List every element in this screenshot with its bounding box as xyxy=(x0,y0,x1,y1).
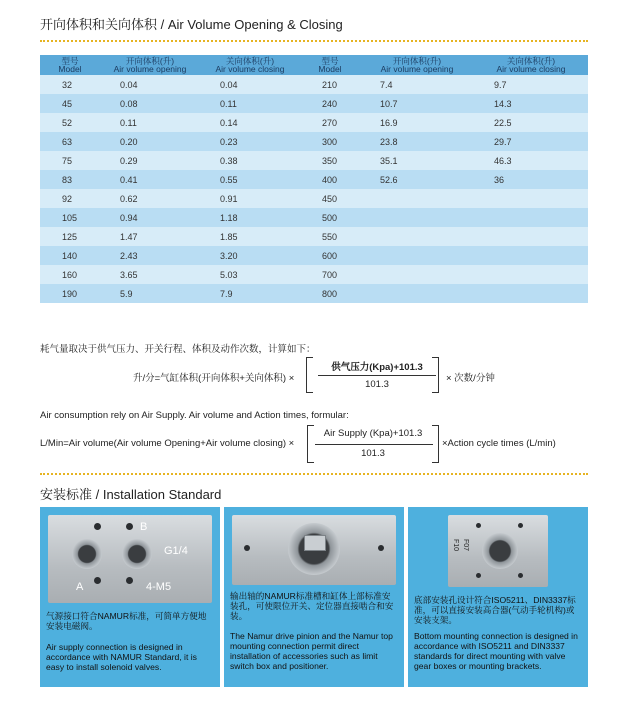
bolt-hole-icon xyxy=(518,523,523,528)
table-cell: 190 xyxy=(40,284,100,303)
table-cell: 125 xyxy=(40,227,100,246)
card-2-text-cn: 输出轴的NAMUR标准槽和缸体上部标准安装孔，可使限位开关、定位器直接啮合和安装。 xyxy=(230,591,394,621)
table-cell: 600 xyxy=(300,246,360,265)
card-1-text-cn: 气源接口符合NAMUR标准，可简单方便地安装电磁阀。 xyxy=(46,611,207,631)
bolt-hole-icon xyxy=(94,523,101,530)
header-close: 关向体积(升) Air volume closing xyxy=(200,55,300,75)
card-air-supply xyxy=(40,507,220,687)
flange-label-f07: F07 xyxy=(462,539,469,552)
table-cell: 350 xyxy=(300,151,360,170)
table-cell xyxy=(474,246,588,265)
formula-en-numerator: Air Supply (Kpa)+101.3 xyxy=(323,428,423,439)
formula-cn-intro: 耗气量取决于供气压力、开关行程、体积及动作次数，计算如下： xyxy=(40,344,316,355)
table-cell: 270 xyxy=(300,113,360,132)
table-cell: 500 xyxy=(300,208,360,227)
table-row xyxy=(40,284,588,303)
table-cell: 7.4 xyxy=(360,75,474,94)
star-drive-icon xyxy=(482,533,518,569)
table-cell: 0.91 xyxy=(200,189,300,208)
card-3-text-en: Bottom mounting connection is designed in accordance with ISO5211 and DIN3337 standards for direct mounting with valve gear boxes or mounting brackets. xyxy=(414,631,578,671)
table-cell: 75 xyxy=(40,151,100,170)
table-cell: 16.9 xyxy=(360,113,474,132)
table-row xyxy=(40,265,588,284)
table-cell: 5.9 xyxy=(100,284,200,303)
table-cell xyxy=(474,189,588,208)
table-cell: 45 xyxy=(40,94,100,113)
header-model-2: 型号 Model xyxy=(300,55,360,75)
bottom-mount-photo xyxy=(448,515,548,587)
table-cell: 9.7 xyxy=(474,75,588,94)
table-cell: 0.14 xyxy=(200,113,300,132)
table-cell: 0.04 xyxy=(100,75,200,94)
table-cell: 5.03 xyxy=(200,265,300,284)
header-open-2: 开向体积(升) Air volume opening xyxy=(360,55,474,75)
table-cell: 0.11 xyxy=(200,94,300,113)
table-cell xyxy=(474,227,588,246)
table-cell: 210 xyxy=(300,75,360,94)
formula-cn-bracket-right xyxy=(432,357,439,393)
card-1-text-en: Air supply connection is designed in accordance with NAMUR Standard, it is easy to install solenoid valves. xyxy=(46,642,197,672)
table-cell: 0.08 xyxy=(100,94,200,113)
table-cell: 7.9 xyxy=(200,284,300,303)
formula-cn-denominator: 101.3 xyxy=(365,379,389,390)
table-cell: 1.47 xyxy=(100,227,200,246)
table-cell: 400 xyxy=(300,170,360,189)
table-cell: 160 xyxy=(40,265,100,284)
formula-cn-numerator: 供气压力(Kpa)+101.3 xyxy=(331,362,423,373)
header-close-2: 关向体积(升) Air volume closing xyxy=(474,55,588,75)
table-header-row xyxy=(40,55,588,75)
table-cell: 0.04 xyxy=(200,75,300,94)
table-cell: 550 xyxy=(300,227,360,246)
table-cell: 3.65 xyxy=(100,265,200,284)
table-cell xyxy=(360,208,474,227)
card-bottom-mounting xyxy=(408,507,588,687)
table-cell: 14.3 xyxy=(474,94,588,113)
table-cell: 36 xyxy=(474,170,588,189)
table-cell: 0.11 xyxy=(100,113,200,132)
table-row xyxy=(40,170,588,189)
formula-en-bracket-right xyxy=(432,425,439,463)
bolt-hole-icon xyxy=(94,577,101,584)
table-cell: 1.18 xyxy=(200,208,300,227)
table-cell: 83 xyxy=(40,170,100,189)
formula-cn-lhs: 升/分=气缸体积(开向体积+关向体积) × xyxy=(133,373,295,384)
port-label-4m5: 4-M5 xyxy=(146,581,172,593)
card-namur-pinion xyxy=(224,507,404,687)
namur-port-photo xyxy=(48,515,212,603)
table-row xyxy=(40,75,588,94)
formula-en-fraction-line xyxy=(315,444,433,445)
formula-en-lhs: L/Min=Air volume(Air volume Opening+Air volume closing) × xyxy=(40,438,295,449)
table-row xyxy=(40,189,588,208)
formula-cn-fraction-line xyxy=(318,375,436,376)
table-cell: 2.43 xyxy=(100,246,200,265)
table-cell: 240 xyxy=(300,94,360,113)
bolt-hole-icon xyxy=(126,577,133,584)
section-title-installation: 安装标准 / Installation Standard xyxy=(40,487,222,502)
table-cell xyxy=(360,189,474,208)
formula-en-intro: Air consumption rely on Air Supply. Air volume and Action times, formular: xyxy=(40,410,349,421)
table-cell: 800 xyxy=(300,284,360,303)
formula-cn-rhs: × 次数/分钟 xyxy=(446,373,495,384)
table-cell: 105 xyxy=(40,208,100,227)
dotted-divider-2 xyxy=(40,473,588,475)
table-cell: 52.6 xyxy=(360,170,474,189)
table-cell: 140 xyxy=(40,246,100,265)
port-b-icon xyxy=(122,539,152,569)
bolt-hole-icon xyxy=(244,545,250,551)
formula-en-rhs: ×Action cycle times (L/min) xyxy=(442,438,556,449)
table-cell: 300 xyxy=(300,132,360,151)
bolt-hole-icon xyxy=(518,573,523,578)
table-cell: 700 xyxy=(300,265,360,284)
table-cell xyxy=(474,208,588,227)
section-title-air-volume: 开向体积和关向体积 / Air Volume Opening & Closing xyxy=(40,17,343,32)
table-cell: 3.20 xyxy=(200,246,300,265)
table-cell xyxy=(360,284,474,303)
port-label-b: B xyxy=(140,521,148,533)
table-cell: 23.8 xyxy=(360,132,474,151)
table-cell: 0.55 xyxy=(200,170,300,189)
bolt-hole-icon xyxy=(378,545,384,551)
header-model: 型号 Model xyxy=(40,55,100,75)
table-row xyxy=(40,132,588,151)
table-cell: 0.20 xyxy=(100,132,200,151)
air-volume-table xyxy=(40,55,588,303)
bolt-hole-icon xyxy=(476,573,481,578)
table-cell: 35.1 xyxy=(360,151,474,170)
formula-cn-bracket-left xyxy=(306,357,313,393)
table-row xyxy=(40,94,588,113)
table-cell: 0.23 xyxy=(200,132,300,151)
table-cell: 0.38 xyxy=(200,151,300,170)
table-cell: 29.7 xyxy=(474,132,588,151)
table-cell xyxy=(474,265,588,284)
table-cell: 46.3 xyxy=(474,151,588,170)
table-cell: 63 xyxy=(40,132,100,151)
pinion-slot-icon xyxy=(304,535,326,551)
table-row xyxy=(40,113,588,132)
table-cell xyxy=(360,246,474,265)
card-2-text-en: The Namur drive pinion and the Namur top mounting connection permit direct installation of accessories such as limit switch box and positioner. xyxy=(230,631,393,671)
table-row xyxy=(40,208,588,227)
bolt-hole-icon xyxy=(126,523,133,530)
flange-label-f10: F10 xyxy=(452,539,459,552)
table-row xyxy=(40,246,588,265)
table-cell xyxy=(360,265,474,284)
bolt-hole-icon xyxy=(476,523,481,528)
formula-en-denominator: 101.3 xyxy=(361,448,385,459)
table-cell xyxy=(360,227,474,246)
table-row xyxy=(40,227,588,246)
table-cell: 1.85 xyxy=(200,227,300,246)
table-cell: 0.29 xyxy=(100,151,200,170)
namur-pinion-photo xyxy=(232,515,396,585)
table-cell: 10.7 xyxy=(360,94,474,113)
header-open: 开向体积(升) Air volume opening xyxy=(100,55,200,75)
table-cell xyxy=(474,284,588,303)
port-label-a: A xyxy=(76,581,84,593)
table-cell: 92 xyxy=(40,189,100,208)
table-cell: 0.62 xyxy=(100,189,200,208)
table-row xyxy=(40,151,588,170)
table-cell: 0.41 xyxy=(100,170,200,189)
table-cell: 22.5 xyxy=(474,113,588,132)
dotted-divider xyxy=(40,40,588,42)
port-a-icon xyxy=(72,539,102,569)
table-cell: 450 xyxy=(300,189,360,208)
table-cell: 32 xyxy=(40,75,100,94)
table-cell: 52 xyxy=(40,113,100,132)
port-label-g14: G1/4 xyxy=(164,545,188,557)
card-3-text-cn: 底部安装孔设计符合ISO5211、DIN3337标准，可以直接安装高合器(气动手轮机构)或安装支架。 xyxy=(414,595,576,625)
table-cell: 0.94 xyxy=(100,208,200,227)
